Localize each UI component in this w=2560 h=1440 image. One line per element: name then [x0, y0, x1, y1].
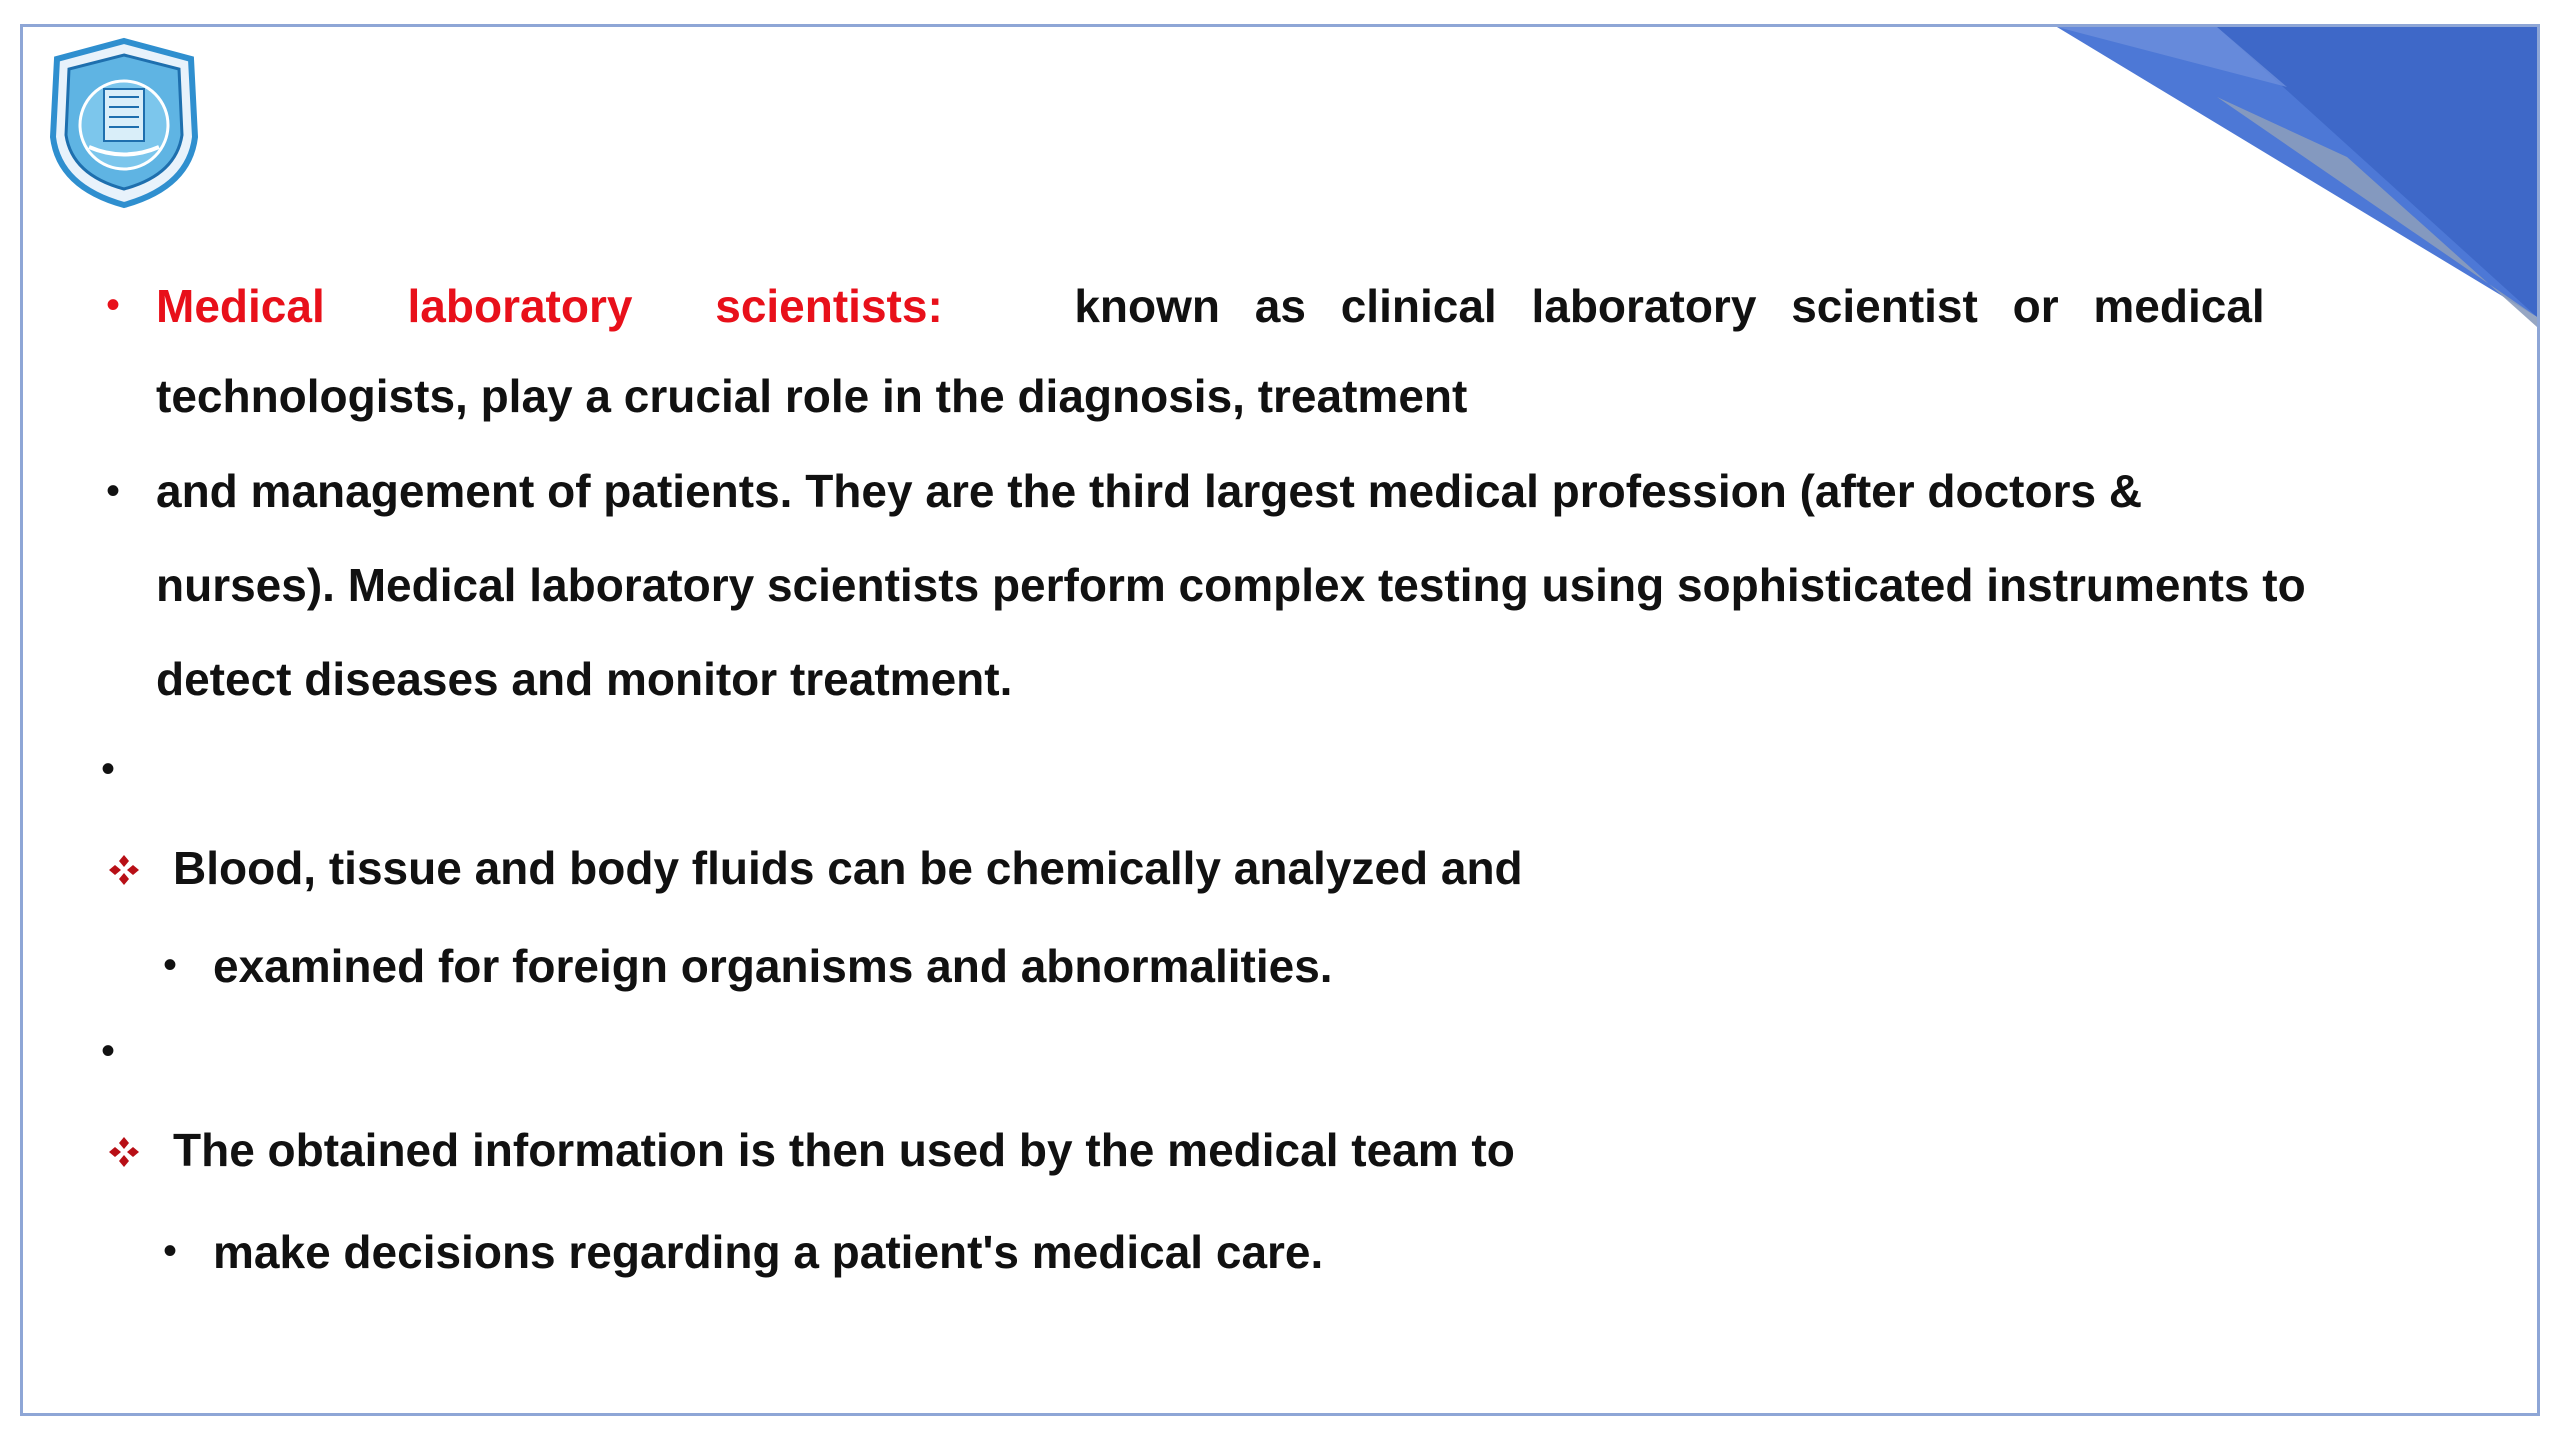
four-diamond-bullet-icon	[107, 1135, 141, 1169]
empty-bullet: •	[101, 747, 116, 791]
bullet-marker: •	[106, 469, 121, 513]
para1-line2: technologists, play a crucial role in the diagnosis, treatment	[156, 370, 1468, 422]
point1-line1: Blood, tissue and body fluids can be chemically analyzed and	[173, 842, 1523, 894]
para1-line1	[156, 280, 2265, 332]
slide-content	[23, 27, 2540, 1416]
four-diamond-bullet-icon	[107, 853, 141, 887]
sub-bullet-marker: •	[163, 1229, 178, 1273]
sub-bullet-marker: •	[163, 943, 178, 987]
para2-line2: nurses). Medical laboratory scientists perform complex testing using sophisticated instruments to	[156, 559, 2306, 611]
para1-line1-rest: known as clinical laboratory scientist or medical	[1074, 280, 2265, 332]
empty-bullet: •	[101, 1029, 116, 1073]
para2-line1: and management of patients. They are the third largest medical profession (after doctors &	[156, 465, 2143, 517]
slide	[20, 24, 2540, 1416]
point1-sub: examined for foreign organisms and abnormalities.	[213, 940, 1333, 992]
bullet-marker: •	[106, 283, 121, 327]
point2-sub: make decisions regarding a patient's medical care.	[213, 1226, 1324, 1278]
heading-text: Medical laboratory scientists:	[156, 280, 943, 332]
para2-line3: detect diseases and monitor treatment.	[156, 653, 1013, 705]
point2-line1: The obtained information is then used by the medical team to	[173, 1124, 1515, 1176]
